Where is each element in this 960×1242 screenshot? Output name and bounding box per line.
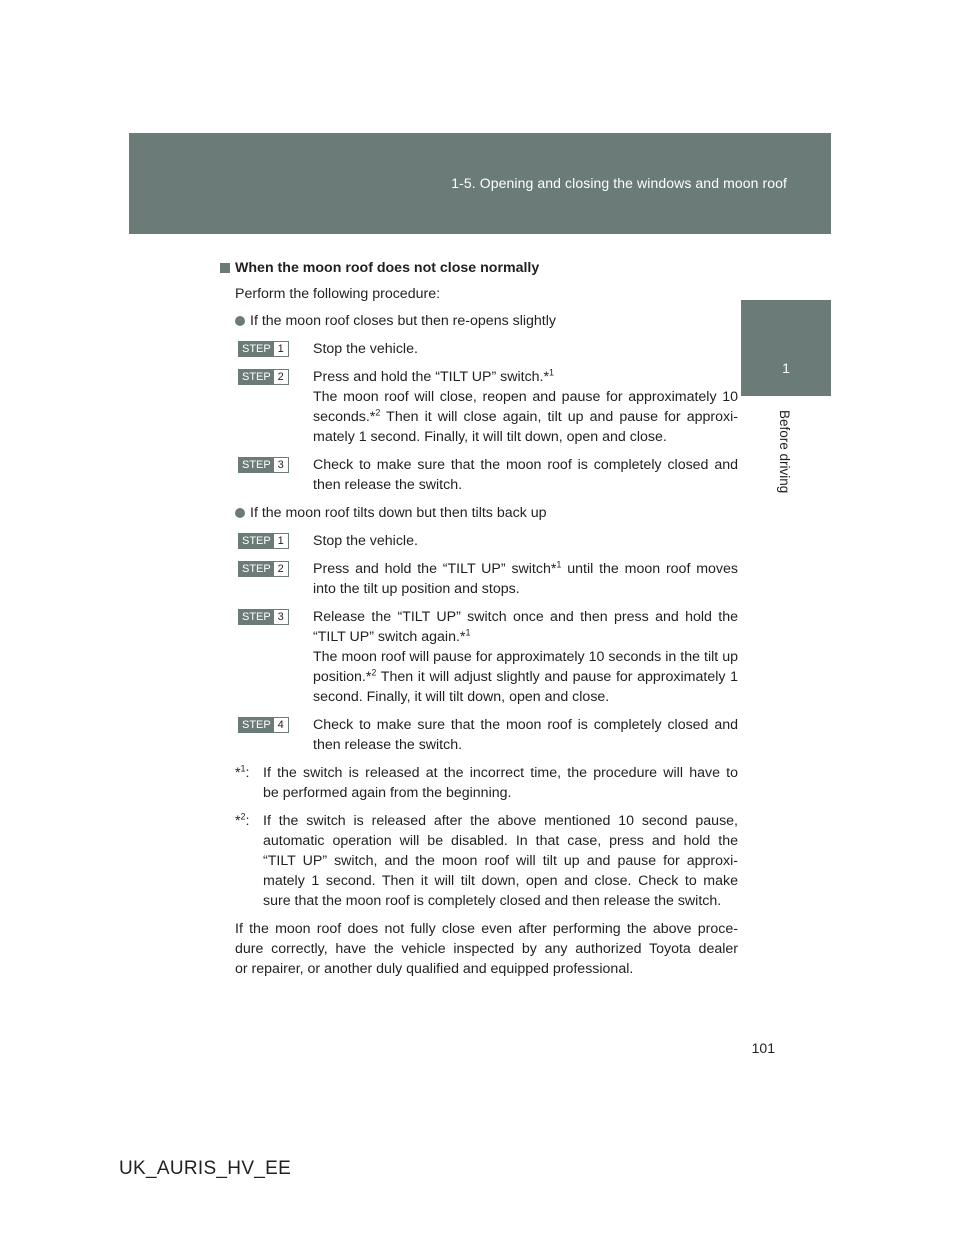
footnote-2: *$^2$: If the switch is released after the above mentioned 10 second pause, automatic operation will be disabled. In that case, press and hold the “TILT UP” switch, and the moon roof will tilt up and pause for approxi- mately 1 second. Then it will tilt down, open and close. Check to make sure that the moon roof is completely closed and then release the switch. [235,811,738,909]
intro-text: Perform the following procedure: [235,286,441,302]
step-badge: STEP 2 [238,561,289,577]
footnote-1: *$^1$: If the switch is released at the incorrect time, the procedure will have to be performed again from the beginning. [235,763,738,801]
case-2-step-4: STEP 4 Check to make sure that the moon roof is completely closed and then release the switch. [238,715,738,755]
page-content [218,258,738,979]
square-bullet-icon [220,263,230,273]
step-badge: STEP 1 [238,533,289,549]
chapter-number: 1 [782,360,790,376]
footnote-marker: *$^1$: [235,763,250,781]
step-badge: STEP 4 [238,717,289,733]
case-2-step-2: STEP 2 Press and hold the “TILT UP” switch*$^1$ until the moon roof moves into the tilt up position and stops. [238,559,738,599]
step-badge: STEP 3 [238,457,289,473]
case-2-bullet: If the moon roof tilts down but then tilts back up [235,503,738,523]
circle-bullet-icon [235,316,245,326]
circle-bullet-icon [235,508,245,518]
footnote-marker: *$^2$: [235,811,250,829]
case-2-step-1: STEP 1 Stop the vehicle. [238,531,738,551]
step-badge: STEP 2 [238,369,289,385]
case-1-step-3: STEP 3 Check to make sure that the moon roof is completely closed and then release the switch. [238,455,738,495]
case-1-step-2: STEP 2 Press and hold the “TILT UP” switch.*$^1$ The moon roof will close, reopen and pause for approximately 10 seconds.*$^2$ Then it will close again, tilt up and pause for approxi- mately 1 second. Finally, it will tilt down, open and close. [238,367,738,447]
section-title: 1-5. Opening and closing the windows and moon roof [451,175,787,191]
page-number: 101 [751,1040,775,1056]
chapter-tab [741,300,831,396]
case-2-step-3: STEP 3 Release the “TILT UP” switch once and then press and hold the “TILT UP” switch again.*$^1$ The moon roof will pause for approximately 10 seconds in the tilt up position.*$^2$ Then it will adjust slightly and pause for approximately 1 second. Finally, it will tilt down, open and close. [238,607,738,707]
step-badge: STEP 1 [238,341,289,357]
document-code: UK_AURIS_HV_EE [119,1158,292,1179]
section-header-bar [129,133,831,234]
section-heading: When the moon roof does not close normally [218,258,738,278]
case-1-bullet: If the moon roof closes but then re-opens slightly [235,311,738,331]
step-badge: STEP 3 [238,609,289,625]
closing-paragraph: If the moon roof does not fully close even after performing the above proce- dure correctly, have the vehicle inspected by any authorized Toyota dealer or repairer, or another duly qualified and equipped professional. [235,921,738,977]
chapter-label: Before driving [777,410,792,494]
case-1-step-1: STEP 1 Stop the vehicle. [238,339,738,359]
